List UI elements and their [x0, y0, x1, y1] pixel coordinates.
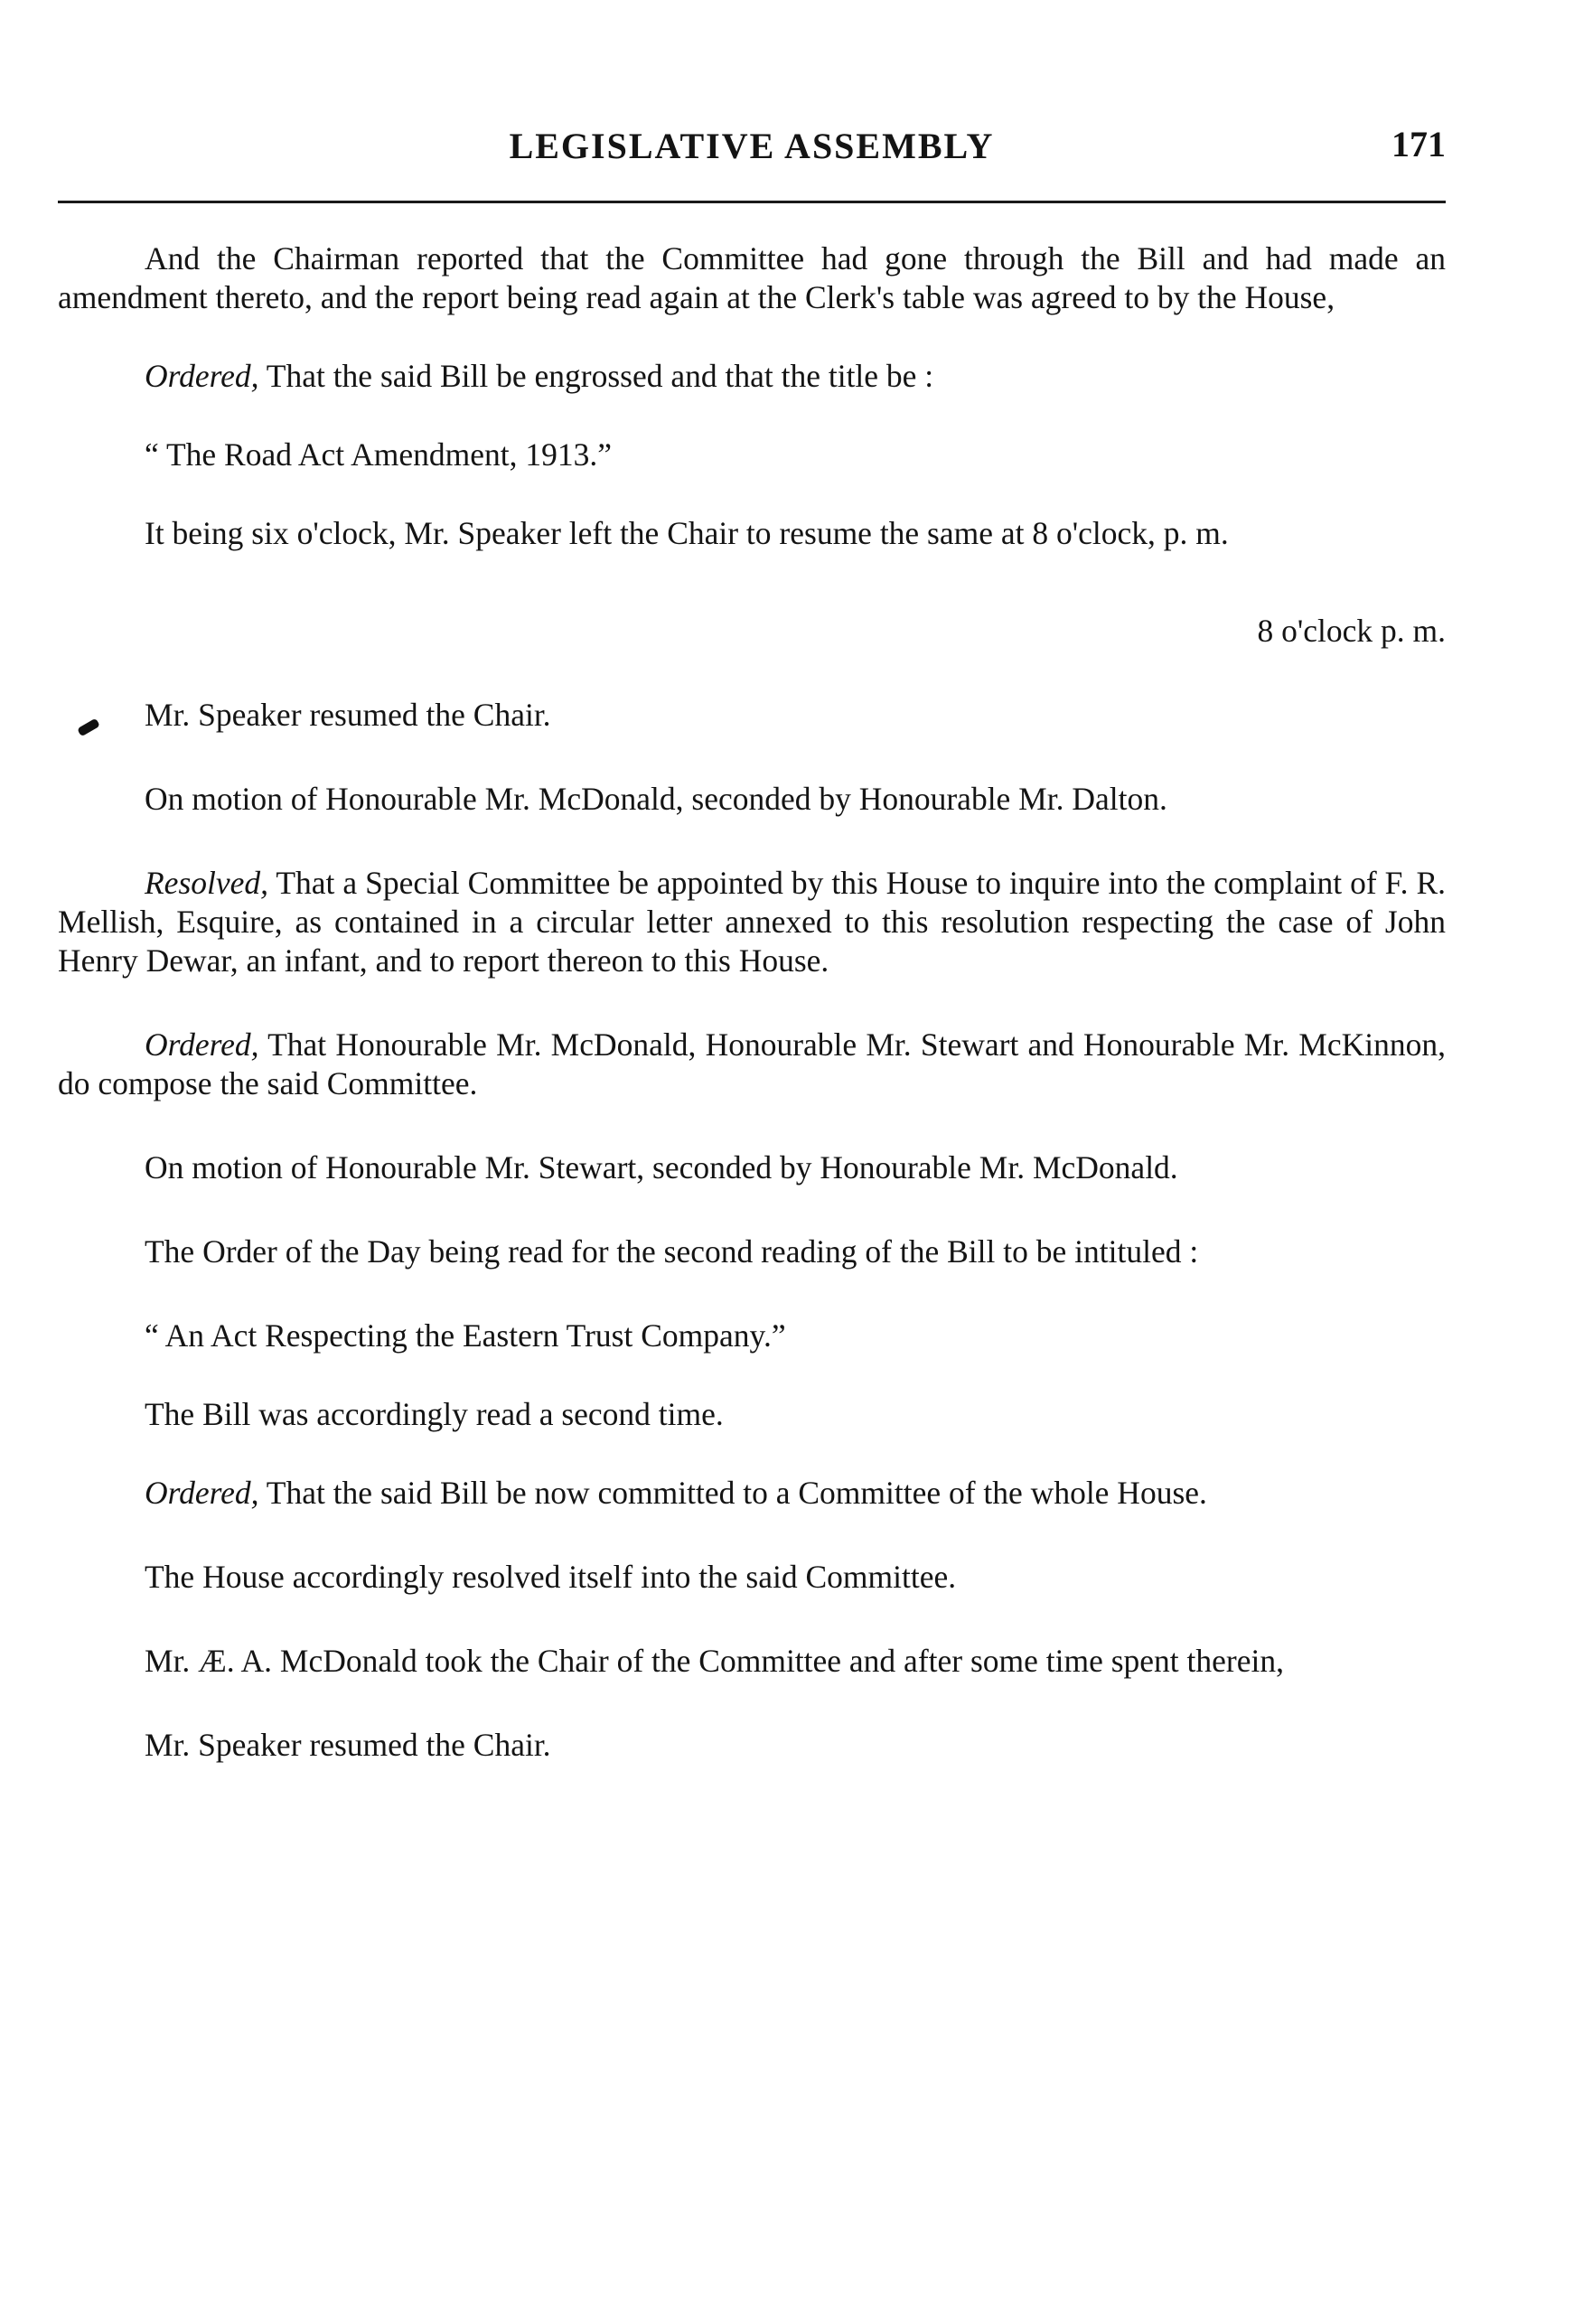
paragraph-resolved-special-committee: Resolved, That a Special Committee be appointed by this House to inquire into the complaint of F. R. Mellish, Esquire, as contained in a circular letter annexed to this resolution respecting the case of John Henry Dewar, an infant, and to report thereon to this House. [58, 865, 1446, 979]
paragraph-bill-title-eastern-trust: “ An Act Respecting the Eastern Trust Company.” [145, 1317, 786, 1354]
paragraph-speaker-resumed: Mr. Speaker resumed the Chair. [145, 697, 551, 733]
time-note-eight-oclock: 8 o'clock p. m. [1257, 613, 1446, 649]
header-rule [58, 201, 1446, 203]
document-page [58, 117, 1446, 1763]
page-number: 171 [1391, 124, 1446, 164]
paragraph-house-resolved: The House accordingly resolved itself into the said Committee. [145, 1559, 957, 1595]
paragraph-ordered-committed: Ordered, That the said Bill be now committed to a Committee of the whole House. [145, 1475, 1207, 1511]
paragraph-committee-report: And the Chairman reported that the Committee had gone through the Bill and had made an amendment thereto, and the report being read again at the Clerk's table was agreed to by the House, [58, 240, 1446, 315]
paragraph-speaker-resumed-final: Mr. Speaker resumed the Chair. [145, 1727, 551, 1763]
paragraph-order-of-day: The Order of the Day being read for the second reading of the Bill to be intituled : [145, 1233, 1199, 1270]
paragraph-ordered-engrossed: Ordered, That the said Bill be engrossed and that the title be : [145, 358, 934, 394]
page-header [58, 117, 1446, 172]
body-text [58, 239, 1446, 1765]
paragraph-motion-stewart: On motion of Honourable Mr. Stewart, seconded by Honourable Mr. McDonald. [145, 1149, 1178, 1185]
paragraph-ordered-compose-committee: Ordered, That Honourable Mr. McDonald, Honourable Mr. Stewart and Honourable Mr. McKinnon, do compose the said Committee. [58, 1026, 1446, 1101]
paragraph-mcdonald-took-chair: Mr. Æ. A. McDonald took the Chair of the Committee and after some time spent therein, [145, 1643, 1284, 1679]
running-head: LEGISLATIVE ASSEMBLY [509, 126, 995, 166]
paragraph-motion-mcdonald: On motion of Honourable Mr. McDonald, seconded by Honourable Mr. Dalton. [145, 781, 1167, 817]
paragraph-read-second-time: The Bill was accordingly read a second time. [145, 1396, 724, 1432]
paragraph-six-oclock: It being six o'clock, Mr. Speaker left the Chair to resume the same at 8 o'clock, p. m. [145, 515, 1229, 551]
paragraph-bill-title-road-act: “ The Road Act Amendment, 1913.” [145, 436, 612, 473]
